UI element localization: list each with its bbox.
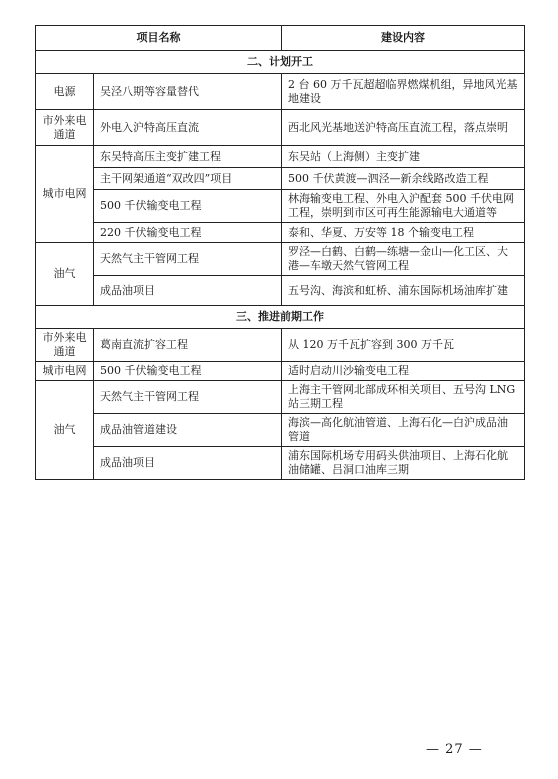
table-row [36,276,525,306]
table-row [36,362,525,381]
category-cell: 市外来电通道 [36,329,94,362]
content-cell: 适时启动川沙输变电工程 [282,362,525,381]
content-cell: 500 千伏黄渡—泗泾—新余线路改造工程 [282,168,525,190]
section-row [36,306,525,329]
project-name-cell: 天然气主干管网工程 [94,381,282,414]
table-header-row [36,26,525,51]
project-name-cell: 葛南直流扩容工程 [94,329,282,362]
table-row [36,329,525,362]
section-row [36,51,525,74]
table-row [36,447,525,480]
project-name-cell: 220 千伏输变电工程 [94,223,282,243]
content-cell: 东吴站（上海侧）主变扩建 [282,146,525,168]
section-title-start: 二、计划开工 [36,51,525,74]
table-row [36,110,525,146]
page-number: — 27 — [426,742,483,757]
table-row [36,190,525,223]
content-cell: 西北风光基地送沪特高压直流工程，落点崇明 [282,110,525,146]
table-row [36,223,525,243]
content-cell: 罗泾—白鹤、白鹤—练塘—金山—化工区、大港—车墩天然气管网工程 [282,243,525,276]
content-cell: 从 120 万千瓦扩容到 300 万千瓦 [282,329,525,362]
project-name-cell: 天然气主干管网工程 [94,243,282,276]
project-table [35,25,525,480]
table-row [36,74,525,110]
table-row [36,146,525,168]
category-cell: 电源 [36,74,94,110]
content-cell: 林海输变电工程、外电入沪配套 500 千伏电网工程，崇明到市区可再生能源输电大通道等 [282,190,525,223]
project-name-cell: 成品油项目 [94,447,282,480]
content-cell: 海滨—高化航油管道、上海石化—白沪成品油管道 [282,414,525,447]
project-name-cell: 500 千伏输变电工程 [94,362,282,381]
project-name-cell: 主干网架通道“双改四”项目 [94,168,282,190]
project-name-cell: 500 千伏输变电工程 [94,190,282,223]
table-row [36,243,525,276]
category-cell: 油气 [36,243,94,306]
category-cell: 市外来电通道 [36,110,94,146]
category-cell: 城市电网 [36,362,94,381]
project-name-cell: 外电入沪特高压直流 [94,110,282,146]
table-row [36,414,525,447]
header-project-name: 项目名称 [36,26,282,51]
project-name-cell: 成品油项目 [94,276,282,306]
category-cell: 城市电网 [36,146,94,243]
table-row [36,168,525,190]
content-cell: 上海主干管网北部成环相关项目、五号沟 LNG 站三期工程 [282,381,525,414]
project-name-cell: 成品油管道建设 [94,414,282,447]
header-construction-content: 建设内容 [282,26,525,51]
section-title-prework: 三、推进前期工作 [36,306,525,329]
content-cell: 2 台 60 万千瓦超超临界燃煤机组，异地风光基地建设 [282,74,525,110]
category-cell: 油气 [36,381,94,480]
content-cell: 五号沟、海滨和虹桥、浦东国际机场油库扩建 [282,276,525,306]
project-name-cell: 吴泾八期等容量替代 [94,74,282,110]
content-cell: 泰和、华夏、万安等 18 个输变电工程 [282,223,525,243]
project-name-cell: 东吴特高压主变扩建工程 [94,146,282,168]
table-row [36,381,525,414]
content-cell: 浦东国际机场专用码头供油项目、上海石化航油储罐、吕洞口油库三期 [282,447,525,480]
